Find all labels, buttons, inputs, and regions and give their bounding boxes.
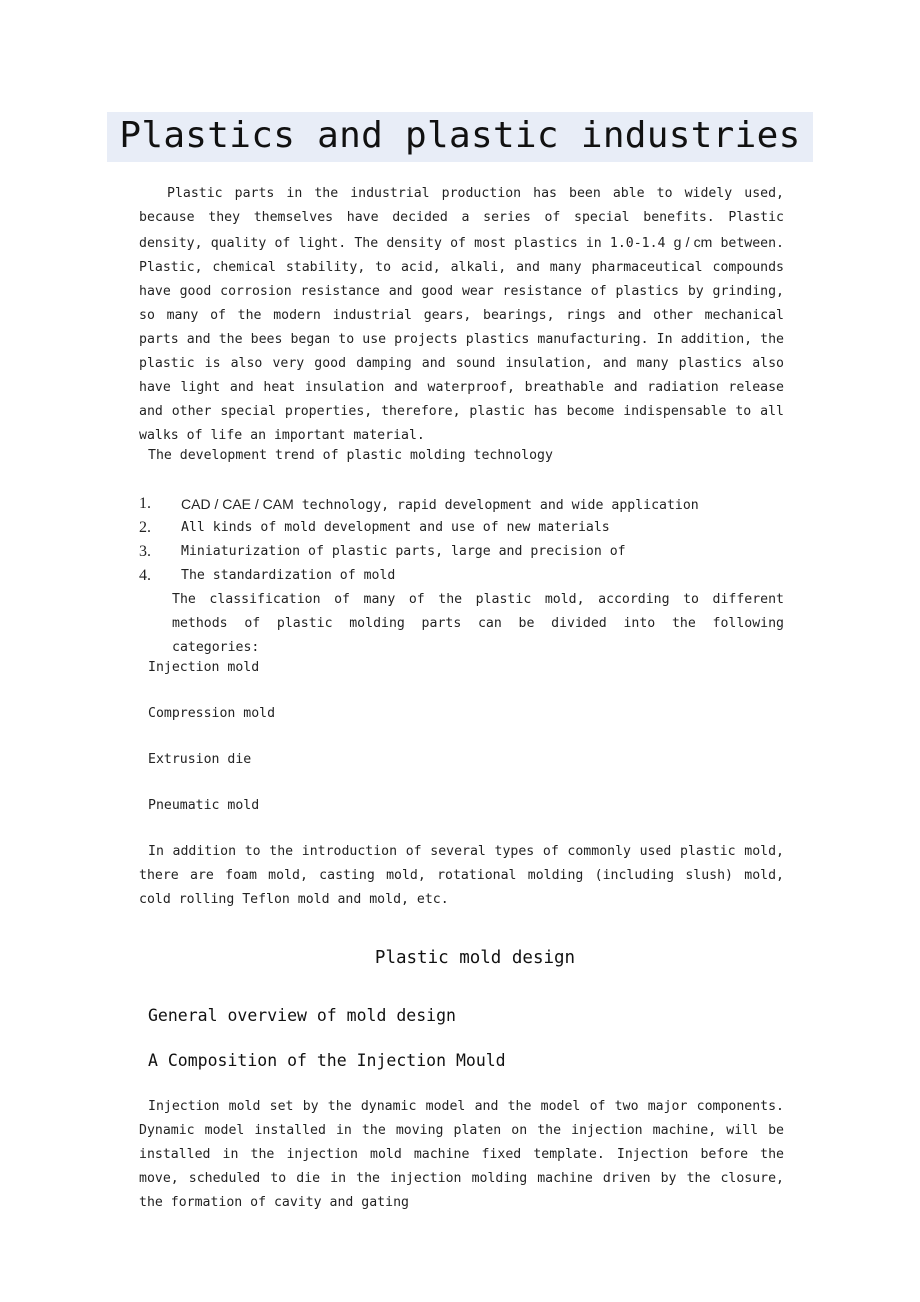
classification-paragraph: The classification of many of the plastic mold, according to different methods of plastic molding parts can be divided into the following categories: <box>172 592 784 655</box>
subheading-composition: A Composition of the Injection Mould <box>148 1051 506 1070</box>
subheading-overview: General overview of mold design <box>148 1006 456 1025</box>
mold-type-injection: Injection mold <box>148 660 260 675</box>
document-title: Plastics and plastic industries <box>107 112 812 162</box>
intro-text-part1: Plastic parts in the industrial production has been able to widely used, because they themselves have decided a series of special benefits. Plastic density, quality of light. The density of most plastics in 1.0-1.4 <box>139 186 784 251</box>
injection-paragraph: Injection mold set by the dynamic model and the model of two major components. Dynamic model installed in the moving platen on the injection machine, will be installed in the injection mold machine fixed template. Injection before the move, scheduled to die in the injection molding machine driven by the closure, the formation of cavity and gating <box>139 1099 784 1210</box>
mold-type-extrusion: Extrusion die <box>148 752 252 767</box>
list-item-4: The standardization of mold <box>181 568 396 583</box>
density-unit: g / cm <box>673 234 713 250</box>
list-item-3: Miniaturization of plastic parts, large and precision of <box>181 544 626 559</box>
trend-heading: The development trend of plastic molding technology <box>148 448 553 463</box>
list-item-1 <box>181 492 699 518</box>
mold-type-pneumatic: Pneumatic mold <box>148 798 260 813</box>
mold-type-compression: Compression mold <box>148 706 276 721</box>
title-container <box>0 112 920 162</box>
list-item-1-text: technology, rapid development and wide application <box>293 498 699 513</box>
cad-cae-cam-label: CAD / CAE / CAM <box>181 496 294 512</box>
list-item-2: All kinds of mold development and use of new materials <box>181 520 610 535</box>
list-number-3: 3. <box>139 543 151 560</box>
intro-text-part2: between. Plastic, chemical stability, to acid, alkali, and many pharmaceutical compounds have good corrosion resistance and good wear resistance of plastics by grinding, so many of the modern industrial gears, bearings, rings and other mechanical parts and the bees began to use projects plastics manufacturing. In addition, the plastic is also very good damping and sound insulation, and many plastics also have light and heat insulation and waterproof, breathable and radiation release and other special properties, therefore, plastic has become indispensable to all walks of life an important material. <box>139 236 784 443</box>
list-number-4: 4. <box>139 567 151 584</box>
additional-paragraph: In addition to the introduction of several types of commonly used plastic mold, there are foam mold, casting mold, rotational molding (including slush) mold, cold rolling Teflon mold and mold, etc. <box>139 844 784 907</box>
intro-paragraph <box>139 182 784 448</box>
section-title: Plastic mold design <box>374 948 576 968</box>
list-number-2: 2. <box>139 519 151 536</box>
list-number-1: 1. <box>139 495 151 512</box>
